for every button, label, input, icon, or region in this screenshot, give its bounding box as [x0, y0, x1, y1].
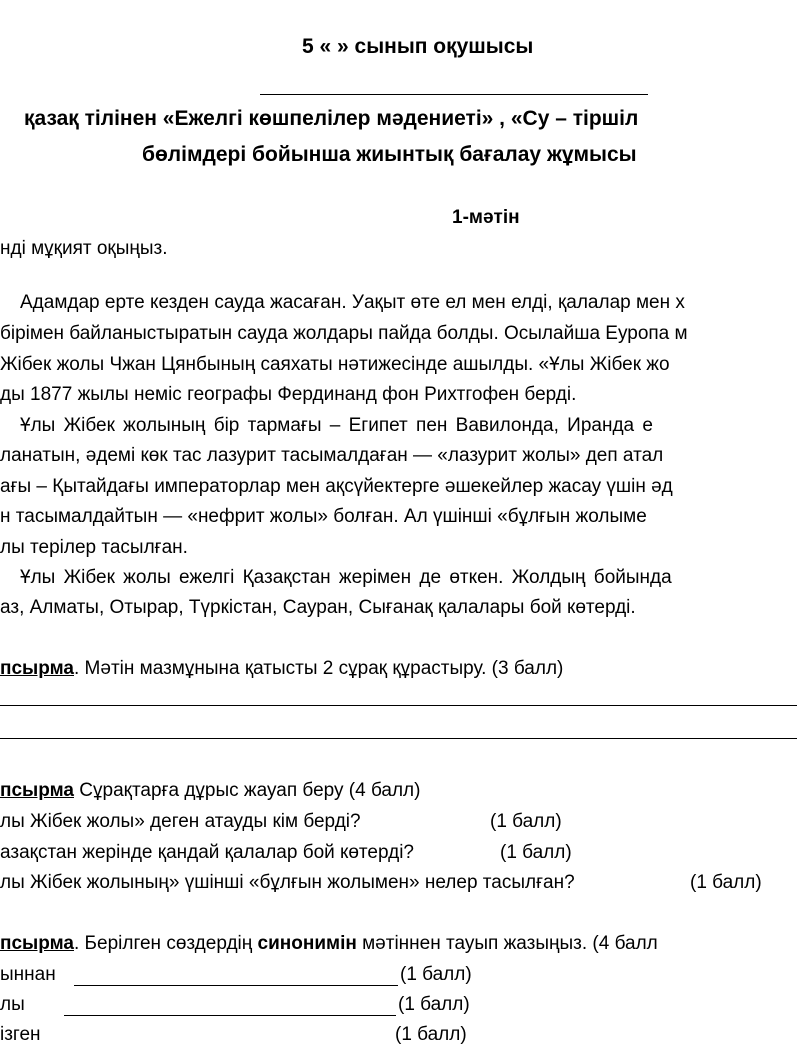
task1-label: псырма [0, 658, 74, 679]
text-line: ды 1877 жылы неміс географы Фердинанд фон Рихтгофен берді. [0, 384, 577, 405]
text-line: Ұлы Жібек жолының бір тармағы – Египет пен Вавилонда, Иранда е [20, 415, 653, 436]
text-line: бірімен байланыстыратын сауда жолдары пайда болды. Осылайша Еуропа м [0, 323, 688, 344]
task3-text-bold: синонимін [257, 933, 357, 954]
task2-label: псырма [0, 780, 74, 801]
text-heading: 1-мәтін [452, 207, 520, 228]
task1-text: . Мәтін мазмұнына қатысты 2 сұрақ құрастыру. (3 балл) [74, 658, 564, 679]
task3-label: псырма [0, 933, 74, 954]
task2-question-2: азақстан жерінде қандай қалалар бой көтерді? [0, 842, 414, 863]
task3-word-3: ізген [0, 1024, 41, 1045]
task3-points-2: (1 балл) [398, 994, 470, 1015]
class-line: 5 « » сынып оқушысы [302, 35, 534, 58]
task2-points-1: (1 балл) [490, 811, 562, 832]
task2-question-3: лы Жібек жолының» үшінші «бұлғын жолымен» нелер тасылған? [0, 872, 575, 893]
task2-points-2: (1 балл) [500, 842, 572, 863]
task3-answer-blank-2[interactable] [64, 1015, 396, 1016]
reading-instruction: нді мұқият оқыңыз. [0, 238, 168, 259]
text-line: ағы – Қытайдағы императорлар мен ақсүйектерге әшекейлер жасау үшін әд [0, 476, 673, 497]
task2-points-3: (1 балл) [690, 872, 762, 893]
text-line: н тасымалдайтын — «нефрит жолы» болған. Ал үшінші «бұлғын жолыме [0, 506, 647, 527]
task1-answer-line-1[interactable] [0, 705, 797, 706]
text-line: Адамдар ерте кезден сауда жасаған. Уақыт өте ел мен елді, қалалар мен х [20, 292, 685, 313]
task3-word-2: лы [0, 994, 25, 1015]
task2-text: Сұрақтарға дұрыс жауап беру (4 балл) [74, 780, 421, 801]
task3-points-1: (1 балл) [400, 964, 472, 985]
text-line: аз, Алматы, Отырар, Түркістан, Сауран, Сығанақ қалалары бой көтерді. [0, 597, 636, 618]
task3-word-1: ыннан [0, 964, 56, 985]
student-name-blank [260, 94, 648, 95]
task2-line [0, 780, 420, 802]
task3-text-post: мәтіннен тауып жазыңыз. (4 балл [356, 933, 658, 954]
task3-text-pre: . Берілген сөздердің [74, 933, 258, 954]
text-line: Жібек жолы Чжан Цянбының саяхаты нәтижесінде ашылды. «Ұлы Жібек жо [0, 354, 670, 375]
task3-answer-blank-1[interactable] [74, 985, 398, 986]
task1-line [0, 658, 563, 680]
text-line: ланатын, әдемі көк тас лазурит тасымалдаған — «лазурит жолы» деп атал [0, 445, 664, 466]
text-line: Ұлы Жібек жолы ежелгі Қазақстан жерімен де өткен. Жолдың бойында [20, 567, 672, 588]
title-line-2: бөлімдері бойынша жиынтық бағалау жұмысы [142, 143, 637, 166]
task3-line [0, 933, 658, 955]
task2-question-1: лы Жібек жолы» деген атауды кім берді? [0, 811, 361, 832]
task1-answer-line-2[interactable] [0, 738, 797, 739]
title-line-1: қазақ тілінен «Ежелгі көшпелілер мәдениеті» , «Су – тіршіл [24, 107, 639, 130]
task3-points-3: (1 балл) [395, 1024, 467, 1045]
text-line: лы терілер тасылған. [0, 537, 188, 558]
